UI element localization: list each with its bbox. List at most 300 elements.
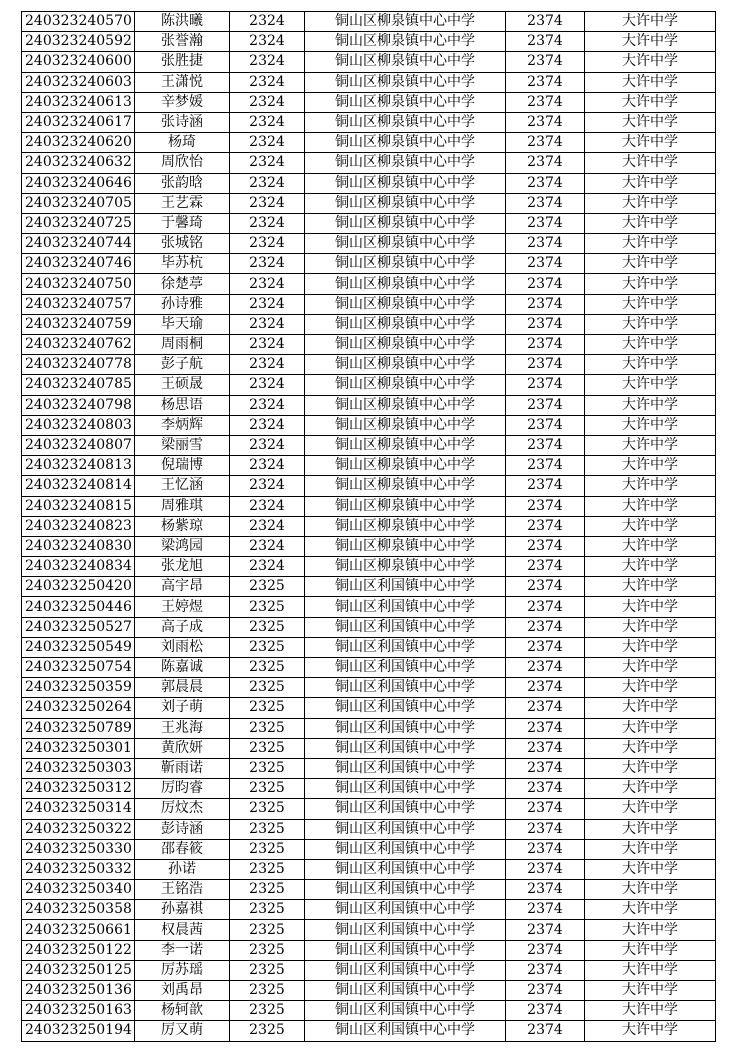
cell-exam-id: 240323240759 — [22, 314, 135, 334]
cell-exam-id: 240323250358 — [22, 900, 135, 920]
cell-target-school: 大许中学 — [585, 496, 716, 516]
table-row — [22, 32, 716, 52]
cell-student-name: 李一诺 — [135, 940, 230, 960]
cell-exam-id: 240323250340 — [22, 880, 135, 900]
cell-target-code: 2374 — [506, 658, 585, 678]
cell-student-name: 陈洪曦 — [135, 12, 230, 32]
cell-student-name: 张城铭 — [135, 234, 230, 254]
table-row — [22, 819, 716, 839]
cell-exam-id: 240323250549 — [22, 637, 135, 657]
cell-student-name: 李炳辉 — [135, 415, 230, 435]
table-row — [22, 940, 716, 960]
cell-exam-id: 240323250312 — [22, 779, 135, 799]
cell-exam-id: 240323240646 — [22, 173, 135, 193]
cell-school-code: 2325 — [230, 738, 305, 758]
cell-student-name: 王铭浩 — [135, 880, 230, 900]
cell-target-code: 2374 — [506, 698, 585, 718]
cell-school-name: 铜山区柳泉镇中心中学 — [305, 12, 506, 32]
table-row — [22, 577, 716, 597]
cell-school-code: 2325 — [230, 900, 305, 920]
cell-school-name: 铜山区柳泉镇中心中学 — [305, 294, 506, 314]
cell-school-name: 铜山区利国镇中心中学 — [305, 839, 506, 859]
cell-exam-id: 240323240757 — [22, 294, 135, 314]
cell-exam-id: 240323240815 — [22, 496, 135, 516]
cell-school-name: 铜山区利国镇中心中学 — [305, 718, 506, 738]
cell-school-code: 2325 — [230, 839, 305, 859]
cell-target-code: 2374 — [506, 476, 585, 496]
cell-target-school: 大许中学 — [585, 920, 716, 940]
table-row — [22, 859, 716, 879]
cell-school-name: 铜山区利国镇中心中学 — [305, 678, 506, 698]
cell-target-school: 大许中学 — [585, 193, 716, 213]
cell-student-name: 张胜捷 — [135, 52, 230, 72]
cell-school-name: 铜山区柳泉镇中心中学 — [305, 395, 506, 415]
table-row — [22, 981, 716, 1001]
cell-student-name: 高宇昂 — [135, 577, 230, 597]
cell-target-school: 大许中学 — [585, 779, 716, 799]
cell-target-school: 大许中学 — [585, 213, 716, 233]
cell-school-name: 铜山区柳泉镇中心中学 — [305, 153, 506, 173]
cell-school-code: 2325 — [230, 718, 305, 738]
cell-target-code: 2374 — [506, 678, 585, 698]
cell-target-code: 2374 — [506, 52, 585, 72]
cell-school-code: 2325 — [230, 981, 305, 1001]
cell-target-code: 2374 — [506, 577, 585, 597]
cell-student-name: 王婷煜 — [135, 597, 230, 617]
cell-target-code: 2374 — [506, 92, 585, 112]
cell-school-name: 铜山区柳泉镇中心中学 — [305, 213, 506, 233]
cell-school-name: 铜山区柳泉镇中心中学 — [305, 516, 506, 536]
cell-target-code: 2374 — [506, 637, 585, 657]
cell-student-name: 王忆涵 — [135, 476, 230, 496]
cell-target-code: 2374 — [506, 536, 585, 556]
cell-school-name: 铜山区柳泉镇中心中学 — [305, 112, 506, 132]
cell-target-code: 2374 — [506, 557, 585, 577]
cell-school-code: 2325 — [230, 940, 305, 960]
cell-school-name: 铜山区利国镇中心中学 — [305, 859, 506, 879]
cell-target-school: 大许中学 — [585, 153, 716, 173]
cell-school-name: 铜山区柳泉镇中心中学 — [305, 274, 506, 294]
table-row — [22, 112, 716, 132]
table-row — [22, 738, 716, 758]
cell-school-code: 2325 — [230, 880, 305, 900]
cell-student-name: 杨思语 — [135, 395, 230, 415]
cell-target-code: 2374 — [506, 940, 585, 960]
cell-target-school: 大许中学 — [585, 274, 716, 294]
cell-exam-id: 240323240592 — [22, 32, 135, 52]
table-row — [22, 920, 716, 940]
cell-target-school: 大许中学 — [585, 435, 716, 455]
cell-target-school: 大许中学 — [585, 536, 716, 556]
cell-student-name: 厉又萌 — [135, 1021, 230, 1041]
cell-target-school: 大许中学 — [585, 597, 716, 617]
cell-target-code: 2374 — [506, 193, 585, 213]
cell-target-code: 2374 — [506, 779, 585, 799]
cell-target-code: 2374 — [506, 32, 585, 52]
cell-target-code: 2374 — [506, 133, 585, 153]
cell-target-code: 2374 — [506, 456, 585, 476]
cell-school-name: 铜山区柳泉镇中心中学 — [305, 193, 506, 213]
cell-exam-id: 240323240830 — [22, 536, 135, 556]
cell-exam-id: 240323240705 — [22, 193, 135, 213]
cell-target-school: 大许中学 — [585, 314, 716, 334]
cell-target-code: 2374 — [506, 981, 585, 1001]
cell-exam-id: 240323240807 — [22, 435, 135, 455]
cell-student-name: 辛梦媛 — [135, 92, 230, 112]
cell-school-code: 2325 — [230, 637, 305, 657]
table-row — [22, 274, 716, 294]
table-row — [22, 1001, 716, 1021]
cell-target-school: 大许中学 — [585, 1021, 716, 1041]
cell-school-code: 2324 — [230, 234, 305, 254]
cell-school-name: 铜山区利国镇中心中学 — [305, 960, 506, 980]
cell-school-name: 铜山区利国镇中心中学 — [305, 758, 506, 778]
cell-target-code: 2374 — [506, 1021, 585, 1041]
cell-school-name: 铜山区利国镇中心中学 — [305, 799, 506, 819]
cell-school-name: 铜山区利国镇中心中学 — [305, 981, 506, 1001]
cell-school-name: 铜山区柳泉镇中心中学 — [305, 456, 506, 476]
cell-exam-id: 240323250527 — [22, 617, 135, 637]
cell-target-code: 2374 — [506, 435, 585, 455]
cell-school-name: 铜山区利国镇中心中学 — [305, 597, 506, 617]
cell-student-name: 厉苏瑶 — [135, 960, 230, 980]
cell-target-code: 2374 — [506, 738, 585, 758]
cell-target-school: 大许中学 — [585, 617, 716, 637]
cell-target-code: 2374 — [506, 718, 585, 738]
cell-exam-id: 240323250420 — [22, 577, 135, 597]
table-row — [22, 476, 716, 496]
table-row — [22, 758, 716, 778]
cell-student-name: 彭子航 — [135, 355, 230, 375]
cell-target-school: 大许中学 — [585, 456, 716, 476]
cell-exam-id: 240323240814 — [22, 476, 135, 496]
cell-target-code: 2374 — [506, 839, 585, 859]
cell-target-school: 大许中学 — [585, 395, 716, 415]
cell-exam-id: 240323240617 — [22, 112, 135, 132]
cell-target-school: 大许中学 — [585, 577, 716, 597]
cell-target-school: 大许中学 — [585, 335, 716, 355]
cell-school-code: 2324 — [230, 92, 305, 112]
cell-school-name: 铜山区柳泉镇中心中学 — [305, 557, 506, 577]
cell-school-name: 铜山区利国镇中心中学 — [305, 658, 506, 678]
cell-school-name: 铜山区利国镇中心中学 — [305, 738, 506, 758]
cell-target-code: 2374 — [506, 335, 585, 355]
table-row — [22, 799, 716, 819]
cell-student-name: 权晨茜 — [135, 920, 230, 940]
cell-target-code: 2374 — [506, 234, 585, 254]
cell-school-name: 铜山区利国镇中心中学 — [305, 1021, 506, 1041]
table-row — [22, 294, 716, 314]
cell-school-code: 2325 — [230, 1021, 305, 1041]
cell-student-name: 邵春筱 — [135, 839, 230, 859]
cell-school-code: 2324 — [230, 274, 305, 294]
cell-target-school: 大许中学 — [585, 234, 716, 254]
cell-school-code: 2324 — [230, 12, 305, 32]
table-row — [22, 960, 716, 980]
table-row — [22, 516, 716, 536]
table-row — [22, 72, 716, 92]
cell-school-name: 铜山区利国镇中心中学 — [305, 880, 506, 900]
cell-student-name: 厉昀睿 — [135, 779, 230, 799]
cell-target-code: 2374 — [506, 516, 585, 536]
cell-school-name: 铜山区柳泉镇中心中学 — [305, 72, 506, 92]
cell-school-name: 铜山区柳泉镇中心中学 — [305, 52, 506, 72]
cell-school-code: 2324 — [230, 133, 305, 153]
table-row — [22, 355, 716, 375]
cell-exam-id: 240323240570 — [22, 12, 135, 32]
cell-target-code: 2374 — [506, 274, 585, 294]
cell-school-code: 2325 — [230, 859, 305, 879]
cell-school-name: 铜山区柳泉镇中心中学 — [305, 32, 506, 52]
cell-school-name: 铜山区柳泉镇中心中学 — [305, 335, 506, 355]
cell-school-name: 铜山区柳泉镇中心中学 — [305, 375, 506, 395]
cell-exam-id: 240323250264 — [22, 698, 135, 718]
cell-school-code: 2325 — [230, 1001, 305, 1021]
cell-student-name: 王硕晟 — [135, 375, 230, 395]
cell-school-code: 2324 — [230, 496, 305, 516]
cell-school-code: 2324 — [230, 557, 305, 577]
cell-exam-id: 240323250314 — [22, 799, 135, 819]
cell-school-code: 2324 — [230, 52, 305, 72]
cell-school-name: 铜山区柳泉镇中心中学 — [305, 234, 506, 254]
cell-exam-id: 240323250125 — [22, 960, 135, 980]
cell-student-name: 陈嘉诚 — [135, 658, 230, 678]
cell-school-name: 铜山区利国镇中心中学 — [305, 779, 506, 799]
table-row — [22, 678, 716, 698]
cell-student-name: 刘子萌 — [135, 698, 230, 718]
table-row — [22, 779, 716, 799]
table-row — [22, 173, 716, 193]
cell-target-code: 2374 — [506, 960, 585, 980]
cell-target-school: 大许中学 — [585, 819, 716, 839]
cell-exam-id: 240323240834 — [22, 557, 135, 577]
cell-target-code: 2374 — [506, 415, 585, 435]
cell-student-name: 毕苏杭 — [135, 254, 230, 274]
cell-target-school: 大许中学 — [585, 880, 716, 900]
cell-school-code: 2324 — [230, 415, 305, 435]
cell-target-school: 大许中学 — [585, 678, 716, 698]
cell-school-name: 铜山区柳泉镇中心中学 — [305, 415, 506, 435]
table-row — [22, 12, 716, 32]
cell-school-code: 2325 — [230, 758, 305, 778]
cell-student-name: 王艺霖 — [135, 193, 230, 213]
cell-target-school: 大许中学 — [585, 355, 716, 375]
table-row — [22, 536, 716, 556]
cell-exam-id: 240323240746 — [22, 254, 135, 274]
cell-student-name: 周欣怡 — [135, 153, 230, 173]
cell-student-name: 孙嘉祺 — [135, 900, 230, 920]
cell-student-name: 张韵晗 — [135, 173, 230, 193]
cell-exam-id: 240323250322 — [22, 819, 135, 839]
table-row — [22, 395, 716, 415]
cell-target-code: 2374 — [506, 254, 585, 274]
cell-target-code: 2374 — [506, 213, 585, 233]
cell-school-code: 2325 — [230, 960, 305, 980]
cell-exam-id: 240323250163 — [22, 1001, 135, 1021]
cell-target-code: 2374 — [506, 173, 585, 193]
cell-student-name: 张龙旭 — [135, 557, 230, 577]
cell-target-code: 2374 — [506, 294, 585, 314]
cell-school-name: 铜山区利国镇中心中学 — [305, 940, 506, 960]
cell-exam-id: 240323240600 — [22, 52, 135, 72]
table-row — [22, 698, 716, 718]
cell-student-name: 周雨桐 — [135, 335, 230, 355]
cell-exam-id: 240323240803 — [22, 415, 135, 435]
cell-student-name: 杨轲歆 — [135, 1001, 230, 1021]
cell-target-code: 2374 — [506, 1001, 585, 1021]
table-row — [22, 1021, 716, 1041]
cell-target-school: 大许中学 — [585, 738, 716, 758]
cell-school-code: 2325 — [230, 799, 305, 819]
cell-target-school: 大许中学 — [585, 516, 716, 536]
cell-student-name: 厉炆杰 — [135, 799, 230, 819]
cell-exam-id: 240323250194 — [22, 1021, 135, 1041]
table-row — [22, 617, 716, 637]
cell-target-school: 大许中学 — [585, 52, 716, 72]
cell-student-name: 于馨琦 — [135, 213, 230, 233]
cell-school-code: 2324 — [230, 213, 305, 233]
cell-target-code: 2374 — [506, 355, 585, 375]
cell-target-code: 2374 — [506, 799, 585, 819]
cell-school-code: 2325 — [230, 658, 305, 678]
cell-school-name: 铜山区柳泉镇中心中学 — [305, 92, 506, 112]
cell-student-name: 杨琦 — [135, 133, 230, 153]
cell-student-name: 周雅琪 — [135, 496, 230, 516]
cell-school-code: 2324 — [230, 112, 305, 132]
cell-school-name: 铜山区柳泉镇中心中学 — [305, 254, 506, 274]
cell-student-name: 王兆海 — [135, 718, 230, 738]
table-row — [22, 52, 716, 72]
cell-school-code: 2325 — [230, 920, 305, 940]
cell-target-code: 2374 — [506, 395, 585, 415]
cell-target-code: 2374 — [506, 920, 585, 940]
cell-target-school: 大许中学 — [585, 375, 716, 395]
cell-target-code: 2374 — [506, 112, 585, 132]
cell-target-school: 大许中学 — [585, 12, 716, 32]
cell-target-code: 2374 — [506, 153, 585, 173]
cell-target-school: 大许中学 — [585, 557, 716, 577]
cell-student-name: 靳雨诺 — [135, 758, 230, 778]
cell-school-name: 铜山区柳泉镇中心中学 — [305, 355, 506, 375]
cell-school-code: 2324 — [230, 193, 305, 213]
cell-school-code: 2324 — [230, 456, 305, 476]
cell-school-code: 2324 — [230, 536, 305, 556]
cell-target-school: 大许中学 — [585, 698, 716, 718]
cell-school-name: 铜山区利国镇中心中学 — [305, 900, 506, 920]
student-table-sheet — [21, 11, 715, 1042]
cell-school-code: 2324 — [230, 153, 305, 173]
cell-school-name: 铜山区利国镇中心中学 — [305, 617, 506, 637]
cell-student-name: 郭晨晨 — [135, 678, 230, 698]
cell-target-school: 大许中学 — [585, 32, 716, 52]
cell-target-code: 2374 — [506, 859, 585, 879]
table-row — [22, 133, 716, 153]
cell-school-code: 2324 — [230, 516, 305, 536]
cell-exam-id: 240323250661 — [22, 920, 135, 940]
cell-student-name: 刘雨松 — [135, 637, 230, 657]
cell-target-school: 大许中学 — [585, 960, 716, 980]
table-row — [22, 597, 716, 617]
cell-target-school: 大许中学 — [585, 718, 716, 738]
cell-student-name: 彭诗涵 — [135, 819, 230, 839]
cell-exam-id: 240323250332 — [22, 859, 135, 879]
table-row — [22, 456, 716, 476]
cell-target-school: 大许中学 — [585, 133, 716, 153]
cell-school-code: 2324 — [230, 435, 305, 455]
cell-school-code: 2325 — [230, 597, 305, 617]
table-row — [22, 839, 716, 859]
cell-exam-id: 240323240785 — [22, 375, 135, 395]
cell-exam-id: 240323240798 — [22, 395, 135, 415]
cell-student-name: 徐楚葶 — [135, 274, 230, 294]
cell-target-school: 大许中学 — [585, 940, 716, 960]
table-row — [22, 718, 716, 738]
cell-exam-id: 240323240603 — [22, 72, 135, 92]
cell-student-name: 张诗涵 — [135, 112, 230, 132]
cell-school-code: 2324 — [230, 476, 305, 496]
cell-target-code: 2374 — [506, 617, 585, 637]
table-row — [22, 415, 716, 435]
cell-target-school: 大许中学 — [585, 254, 716, 274]
cell-target-school: 大许中学 — [585, 758, 716, 778]
table-row — [22, 637, 716, 657]
student-table — [21, 11, 716, 1042]
cell-target-school: 大许中学 — [585, 637, 716, 657]
table-row — [22, 435, 716, 455]
cell-school-name: 铜山区利国镇中心中学 — [305, 698, 506, 718]
cell-target-code: 2374 — [506, 375, 585, 395]
cell-student-name: 高子成 — [135, 617, 230, 637]
cell-school-code: 2324 — [230, 254, 305, 274]
cell-exam-id: 240323240750 — [22, 274, 135, 294]
cell-exam-id: 240323250789 — [22, 718, 135, 738]
cell-student-name: 梁鸿园 — [135, 536, 230, 556]
cell-target-school: 大许中学 — [585, 112, 716, 132]
cell-exam-id: 240323240725 — [22, 213, 135, 233]
cell-school-code: 2325 — [230, 678, 305, 698]
cell-target-school: 大许中学 — [585, 72, 716, 92]
cell-school-code: 2324 — [230, 294, 305, 314]
cell-student-name: 张誉瀚 — [135, 32, 230, 52]
cell-target-code: 2374 — [506, 12, 585, 32]
table-row — [22, 880, 716, 900]
cell-school-name: 铜山区利国镇中心中学 — [305, 577, 506, 597]
cell-target-school: 大许中学 — [585, 839, 716, 859]
cell-school-code: 2325 — [230, 617, 305, 637]
cell-school-name: 铜山区柳泉镇中心中学 — [305, 133, 506, 153]
table-row — [22, 213, 716, 233]
cell-student-name: 孙诺 — [135, 859, 230, 879]
cell-school-code: 2324 — [230, 314, 305, 334]
table-row — [22, 496, 716, 516]
cell-school-name: 铜山区柳泉镇中心中学 — [305, 435, 506, 455]
cell-school-name: 铜山区柳泉镇中心中学 — [305, 173, 506, 193]
cell-student-name: 杨紫琼 — [135, 516, 230, 536]
cell-target-code: 2374 — [506, 900, 585, 920]
table-row — [22, 335, 716, 355]
table-row — [22, 92, 716, 112]
cell-exam-id: 240323250446 — [22, 597, 135, 617]
cell-target-code: 2374 — [506, 758, 585, 778]
cell-school-code: 2325 — [230, 819, 305, 839]
cell-school-code: 2324 — [230, 335, 305, 355]
cell-target-code: 2374 — [506, 597, 585, 617]
cell-target-code: 2374 — [506, 72, 585, 92]
cell-target-code: 2374 — [506, 819, 585, 839]
cell-school-name: 铜山区利国镇中心中学 — [305, 920, 506, 940]
cell-exam-id: 240323240620 — [22, 133, 135, 153]
table-row — [22, 193, 716, 213]
